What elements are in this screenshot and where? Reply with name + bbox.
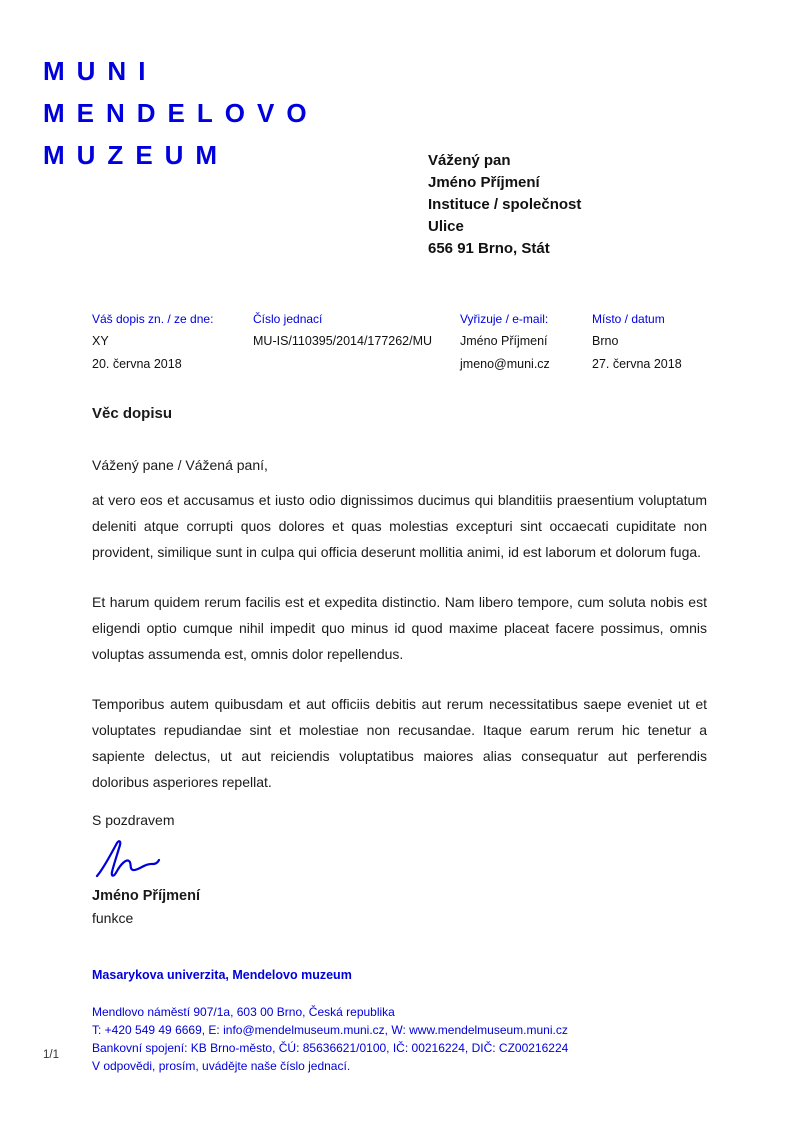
meta-place-date-label: Místo / datum — [592, 312, 665, 326]
meta-your-reference — [92, 308, 213, 375]
meta-handler — [460, 308, 550, 375]
meta-handler-label: Vyřizuje / e-mail: — [460, 312, 549, 326]
letter-paragraph: at vero eos et accusamus et iusto odio dignissimos ducimus qui blanditiis praesentium voluptatum deleniti atque corrupti quos dolores et quas molestias excepturi sint occaecati cupiditate non provident, similique sunt in culpa qui officia deserunt mollitia animi, id est laborum et dolorum fuga. — [92, 492, 707, 560]
reference-meta-row — [92, 308, 712, 371]
recipient-address-block — [428, 150, 581, 260]
recipient-salutation: Vážený pan — [428, 152, 511, 169]
letter-paragraph: Et harum quidem rerum facilis est et expedita distinctio. Nam libero tempore, cum soluta nobis est eligendi optio cumque nihil impedit quo minus id quod maxime placeat facere possimus, omnis voluptas assumenda est, omnis dolor repellendus. — [92, 594, 707, 662]
meta-file-number-label: Číslo jednací — [253, 312, 323, 326]
recipient-institution: Instituce / společnost — [428, 196, 582, 213]
logo-line-mendelovo: MENDELOVO — [43, 98, 319, 128]
letter-subject: Věc dopisu — [92, 405, 173, 422]
logo-line-muni: MUNI — [43, 56, 158, 86]
meta-place: Brno — [592, 334, 619, 348]
letter-closing: S pozdravem — [92, 812, 175, 828]
meta-file-number-value: MU-IS/110395/2014/177262/MU — [253, 334, 433, 348]
signer-role: funkce — [92, 910, 134, 926]
meta-file-number — [253, 308, 432, 363]
meta-date: 27. června 2018 — [592, 356, 682, 371]
recipient-street: Ulice — [428, 218, 464, 235]
handwritten-signature-image — [94, 839, 707, 883]
meta-your-reference-label: Váš dopis zn. / ze dne: — [92, 312, 214, 326]
letter-salutation: Vážený pane / Vážená paní, — [92, 457, 268, 473]
letter-footer — [92, 968, 568, 1075]
signature-scribble-icon — [94, 839, 162, 883]
meta-place-date — [592, 308, 682, 375]
footer-address: Mendlovo náměstí 907/1a, 603 00 Brno, Česká republika — [92, 1005, 395, 1019]
meta-file-number-extra — [253, 353, 432, 363]
meta-handler-email: jmeno@muni.cz — [460, 356, 550, 371]
footer-contact: T: +420 549 49 6669, E: info@mendelmuseum.muni.cz, W: www.mendelmuseum.muni.cz — [92, 1023, 568, 1037]
footer-reference-note: V odpovědi, prosím, uvádějte naše číslo jednací. — [92, 1059, 351, 1073]
signer-name: Jméno Příjmení — [92, 888, 200, 904]
letter-body — [92, 405, 707, 929]
page-number: 1/1 — [43, 1049, 59, 1061]
logo-line-muzeum: MUZEUM — [43, 140, 230, 170]
footer-organization: Masarykova univerzita, Mendelovo muzeum — [92, 968, 352, 982]
footer-bank-details: Bankovní spojení: KB Brno-město, ČÚ: 85636621/0100, IČ: 00216224, DIČ: CZ00216224 — [92, 1041, 569, 1055]
meta-your-reference-value: XY — [92, 334, 109, 348]
meta-handler-name: Jméno Příjmení — [460, 334, 548, 348]
recipient-name: Jméno Příjmení — [428, 174, 540, 191]
letter-paragraph: Temporibus autem quibusdam et aut officiis debitis aut rerum necessitatibus saepe eveniet ut et voluptates repudiandae sint et molestiae non recusandae. Itaque earum rerum hic tenetur a sapiente delectus, ut aut reiciendis voluptatibus maiores alias consequatur aut perferendis doloribus asperiores repellat. — [92, 696, 707, 790]
meta-your-reference-date: 20. června 2018 — [92, 356, 182, 371]
muni-logo — [43, 50, 319, 176]
recipient-city: 656 91 Brno, Stát — [428, 240, 550, 257]
